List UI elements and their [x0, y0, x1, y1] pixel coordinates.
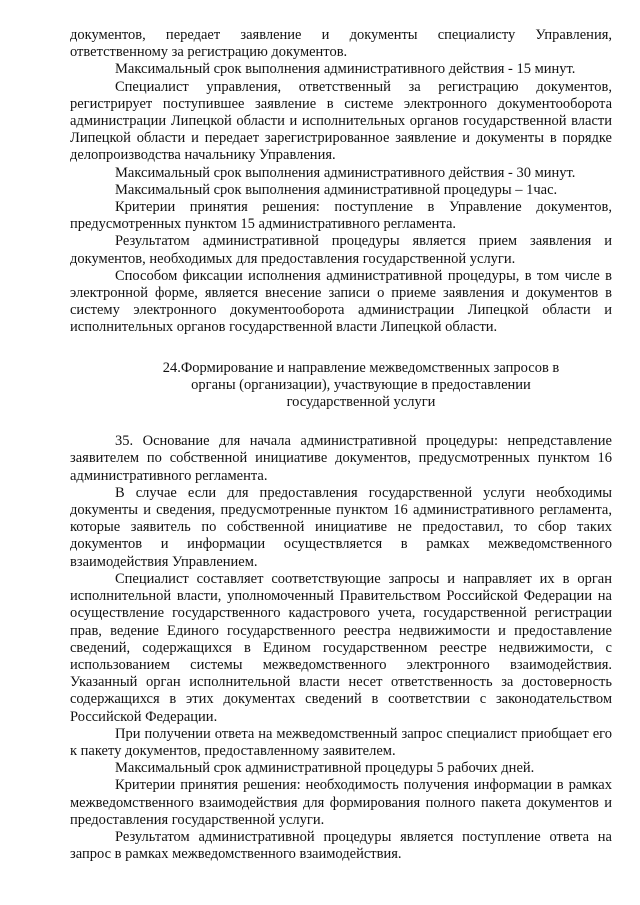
- paragraph: 35. Основание для начала административной процедуры: непредставление заявителем по собственной инициативе документов, предусмотренных пунктом 16 административного регламента.: [70, 433, 612, 484]
- paragraph: Специалист составляет соответствующие запросы и направляет их в орган исполнительной власти, уполномоченный Правительством Российской Федерации на осуществление государственного кадастрового учета, государственной регистрации прав, ведение Единого государственного реестра недвижимости и предоставление сведений, содержащихся в Едином государственном реестре недвижимости, с использованием системы межведомственного электронного взаимодействия. Указанный орган исполнительной власти несет ответственность за достоверность содержащихся в этих документах сведений в соответствии с законодательством Российской Федерации.: [70, 570, 612, 725]
- paragraph: При получении ответа на межведомственный запрос специалист приобщает его к пакету документов, предоставленному заявителем.: [70, 725, 612, 759]
- text-block-after: [70, 433, 612, 863]
- paragraph: Максимальный срок выполнения административной процедуры – 1час.: [115, 181, 558, 198]
- paragraph: Критерии принятия решения: поступление в Управление документов, предусмотренных пунктом 15 административного регламента.: [70, 199, 612, 233]
- paragraph: Максимальный срок административной процедуры 5 рабочих дней.: [115, 760, 535, 777]
- section-heading: 24.Формирование и направление межведомственных запросов в органы (организации), участвующие в предоставлении государственной услуги: [162, 359, 560, 411]
- paragraph: Критерии принятия решения: необходимость получения информации в рамках межведомственного взаимодействия для формирования полного пакета документов и предоставления государственной услуги.: [70, 777, 612, 828]
- paragraph: документов, передает заявление и документы специалисту Управления, ответственному за регистрацию документов.: [70, 27, 612, 61]
- paragraph: Максимальный срок выполнения административного действия - 15 минут.: [115, 61, 576, 78]
- paragraph: Результатом административной процедуры является поступление ответа на запрос в рамках межведомственного взаимодействия.: [70, 828, 612, 863]
- paragraph: Максимальный срок выполнения административного действия - 30 минут.: [115, 164, 576, 181]
- paragraph: Специалист управления, ответственный за регистрацию документов, регистрирует поступившее заявление в системе электронного документооборота администрации Липецкой области и исполнительных органов государственной власти Липецкой области и передает зарегистрированное заявление и документы в порядке делопроизводства начальнику Управления.: [70, 78, 612, 164]
- paragraph: Результатом административной процедуры является прием заявления и документов, необходимых для предоставления государственной услуги.: [70, 233, 612, 267]
- text-block-before: [70, 27, 612, 337]
- paragraph: В случае если для предоставления государственной услуги необходимы документы и сведения, предусмотренные пунктом 16 административного регламента, которые заявитель по собственной инициативе не предоставил, то сбор таких документов и информации осуществляется в рамках межведомственного взаимодействия Управлением.: [70, 484, 612, 570]
- paragraph: Способом фиксации исполнения административной процедуры, в том числе в электронной форме, является внесение записи о приеме заявления и документов в систему электронного документооборота администрации Липецкой области и исполнительных органов государственной власти Липецкой области.: [70, 267, 612, 336]
